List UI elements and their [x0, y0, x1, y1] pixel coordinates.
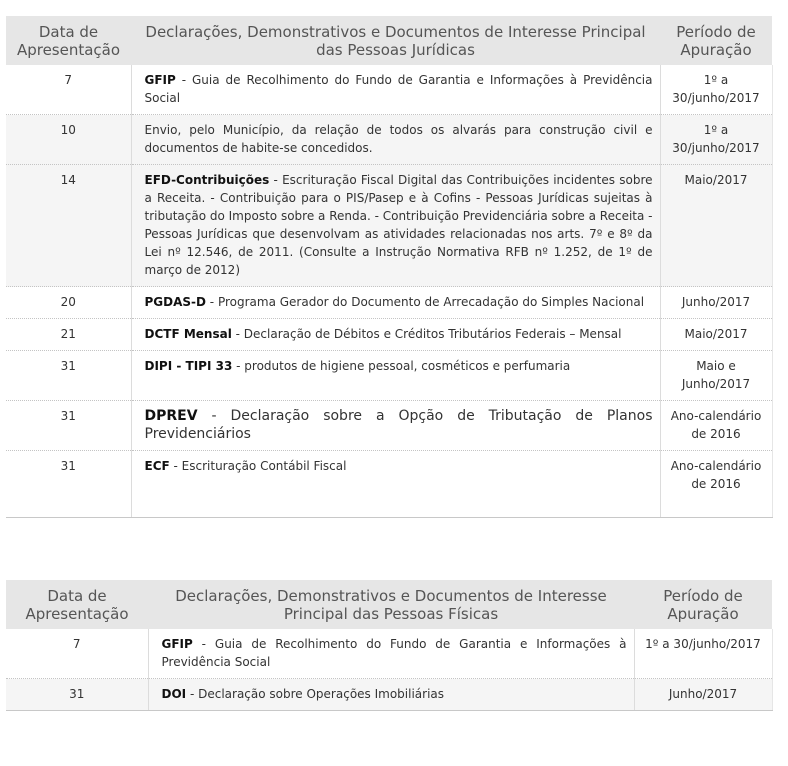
header-date: Data de Apresentação [6, 580, 148, 629]
row-code: DIPI - TIPI 33 [144, 359, 233, 373]
row-date: 31 [6, 401, 131, 451]
header-description: Declarações, Demonstrativos e Documentos de Interesse Principal das Pessoas Físicas [148, 580, 634, 629]
row-description [131, 287, 660, 319]
row-date: 10 [6, 115, 131, 165]
row-separator: - [169, 459, 182, 473]
row-period: Maio e Junho/2017 [660, 351, 772, 401]
row-description [131, 65, 660, 115]
row-code: DPREV [144, 408, 198, 424]
row-period: 1º a 30/junho/2017 [660, 65, 772, 115]
table-row [6, 401, 772, 451]
row-period: Junho/2017 [660, 287, 772, 319]
row-period: Ano-calendário de 2016 [660, 401, 772, 451]
row-description [131, 351, 660, 401]
table-row [6, 65, 772, 115]
row-text: Programa Gerador do Documento de Arrecadação do Simples Nacional [217, 295, 645, 309]
table-row [6, 351, 772, 401]
row-date: 31 [6, 679, 148, 711]
pf-obligations-table [6, 580, 773, 711]
row-period: Ano-calendário de 2016 [660, 451, 772, 518]
row-description [131, 165, 660, 287]
row-period: Junho/2017 [634, 679, 772, 711]
table-header-row [6, 16, 772, 65]
row-text: Declaração de Débitos e Créditos Tributários Federais – Mensal [243, 327, 622, 341]
table-row [6, 165, 772, 287]
pj-obligations-table [6, 16, 773, 518]
header-period: Período de Apuração [660, 16, 772, 65]
row-description [131, 115, 660, 165]
row-date: 21 [6, 319, 131, 351]
row-separator: - [231, 327, 244, 341]
row-separator: - [205, 295, 218, 309]
row-description [131, 319, 660, 351]
row-text: Guia de Recolhimento do Fundo de Garantia e Informações à Previdência Social [144, 73, 653, 105]
row-date: 31 [6, 451, 131, 518]
row-text: Declaração sobre a Opção de Tributação de Planos Previdenciários [144, 408, 653, 442]
row-period: Maio/2017 [660, 165, 772, 287]
row-text: Guia de Recolhimento do Fundo de Garantia e Informações à Previdência Social [161, 637, 627, 669]
table-row [6, 115, 772, 165]
header-description: Declarações, Demonstrativos e Documentos de Interesse Principal das Pessoas Jurídicas [131, 16, 660, 65]
row-text: produtos de higiene pessoal, cosméticos e perfumaria [244, 359, 571, 373]
row-date: 7 [6, 65, 131, 115]
row-separator: - [232, 359, 245, 373]
row-separator: - [269, 173, 283, 187]
row-period: 1º a 30/junho/2017 [660, 115, 772, 165]
row-code: GFIP [161, 637, 193, 651]
row-date: 31 [6, 351, 131, 401]
row-separator: - [197, 408, 231, 424]
header-date: Data de Apresentação [6, 16, 131, 65]
row-date: 14 [6, 165, 131, 287]
row-separator: - [186, 687, 199, 701]
row-code: EFD-Contribuições [144, 173, 270, 187]
row-text: Envio, pelo Município, da relação de todos os alvarás para construção civil e documentos de habite-se concedidos. [144, 123, 653, 155]
table-row [6, 629, 772, 679]
row-date: 20 [6, 287, 131, 319]
row-text: Escrituração Fiscal Digital das Contribuições incidentes sobre a Receita. - Contribuição para o PIS/Pasep e à Cofins - Pessoas Jurídicas sujeitas à tributação do Imposto sobre a Renda. - Contribuição Previdenciária sobre a Receita - Pessoas Jurídicas que desenvolvam as atividades relacionadas nos arts. 7º e 8º da Lei nº 12.546, de 2011. (Consulte a Instrução Normativa RFB nº 1.252, de 1º de março de 2012) [144, 173, 653, 277]
row-text: Escrituração Contábil Fiscal [181, 459, 347, 473]
row-code: PGDAS-D [144, 295, 206, 309]
table-header-row [6, 580, 772, 629]
row-text: Declaração sobre Operações Imobiliárias [198, 687, 445, 701]
row-code: DOI [161, 687, 187, 701]
header-period: Período de Apuração [634, 580, 772, 629]
row-separator: - [192, 637, 215, 651]
table-row [6, 679, 772, 711]
row-separator: - [175, 73, 192, 87]
table-row [6, 451, 772, 518]
row-code: GFIP [144, 73, 176, 87]
row-code: DCTF Mensal [144, 327, 232, 341]
row-period: 1º a 30/junho/2017 [634, 629, 772, 679]
row-description [131, 401, 660, 451]
row-description [131, 451, 660, 518]
row-period: Maio/2017 [660, 319, 772, 351]
row-date: 7 [6, 629, 148, 679]
row-code: ECF [144, 459, 170, 473]
table-row [6, 319, 772, 351]
table-row [6, 287, 772, 319]
row-description [148, 629, 634, 679]
row-description [148, 679, 634, 711]
